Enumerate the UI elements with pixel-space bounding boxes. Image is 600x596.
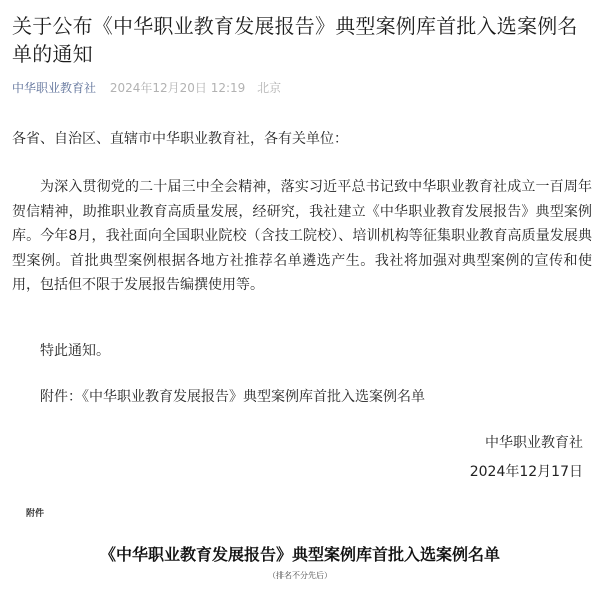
article-meta: [12, 79, 281, 97]
publish-time: 2024年12月20日 12:19: [109, 81, 246, 95]
body-paragraph: 为深入贯彻党的二十届三中全会精神，落实习近平总书记致中华职业教育社成立一百周年贺信精神，助推职业教育高质量发展，经研究，我社建立《中华职业教育发展报告》典型案例库。今年8月，我社面向全国职业院校（含技工院校）、培训机构等征集职业教育高质量发展典型案例。首批典型案例根据各地方社推荐名单遴选产生。我社将加强对典型案例的宣传和使用，包括但不限于发展报告编撰使用等。: [12, 179, 592, 294]
closing-remark: 特此通知。: [40, 343, 110, 359]
attachment-document-image[interactable]: [0, 496, 600, 596]
salutation: 各省、自治区、直辖市中华职业教育社，各有关单位：: [12, 131, 348, 147]
account-name-link[interactable]: 中华职业教育社: [12, 81, 97, 95]
attachment-ranking-note: （排名不分先后）: [268, 571, 332, 580]
attachment-reference: 附件：《中华职业教育发展报告》典型案例库首批入选案例名单: [40, 389, 425, 405]
article-title: 关于公布《中华职业教育发展报告》典型案例库首批入选案例名单的通知: [12, 14, 578, 66]
signature-date: 2024年12月17日: [469, 464, 583, 480]
signature-organization: 中华职业教育社: [485, 435, 583, 451]
attachment-label: 附件: [26, 509, 45, 519]
publish-location: 北京: [257, 81, 282, 95]
attachment-heading: 《中华职业教育发展报告》典型案例库首批入选案例名单: [99, 545, 500, 564]
